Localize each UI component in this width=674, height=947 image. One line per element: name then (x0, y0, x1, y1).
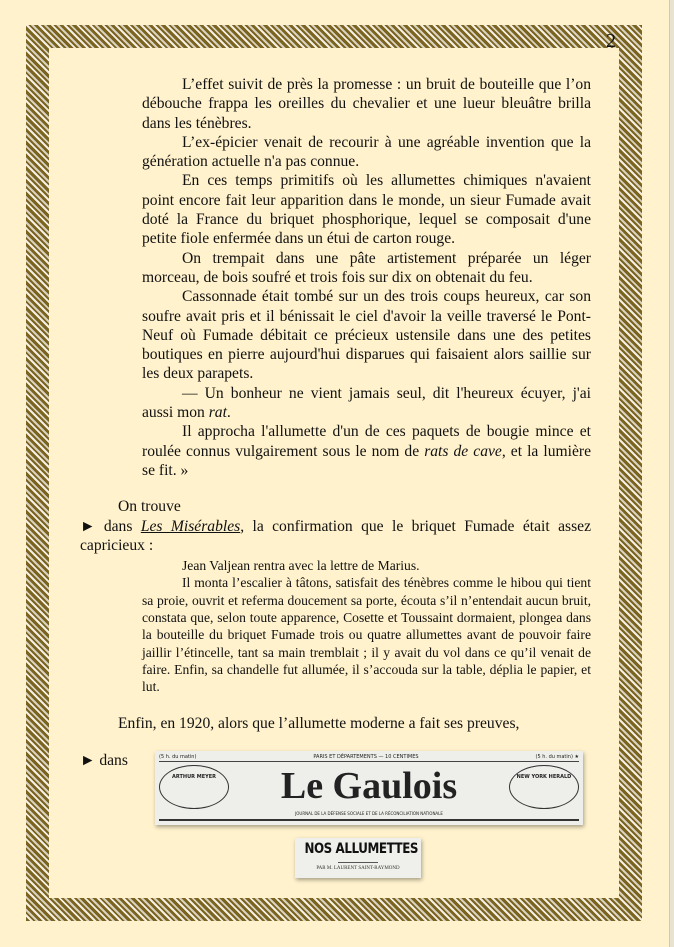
article-byline: PAR M. LAURENT SAINT-RAYMOND (316, 865, 400, 871)
text: Il approcha l'allumette d'un de ces paquets de bougie mince et roulée connus vulgairement sous le nom de (142, 423, 591, 460)
text: dans (95, 517, 141, 535)
text: — Un bonheur ne vient jamais seul, dit l'heureux écuyer, j'ai aussi mon (142, 384, 591, 422)
paragraph: L’effet suivit de près la promesse : un bruit de bouteille que l’on débouche frappa les oreilles du chevalier et une lueur bleuâtre brilla dans les ténèbres. (142, 76, 591, 132)
quoted-text-block (142, 75, 591, 480)
miserables-paragraph (80, 517, 591, 556)
text: dans (95, 751, 128, 769)
article-headline-image (295, 838, 421, 878)
miserables-quote (142, 557, 591, 695)
link-text[interactable]: Les Misérables (140, 517, 241, 535)
bullet-icon: ► (80, 517, 96, 535)
text: , et la lumière se fit. » (142, 442, 592, 479)
left-oval: ARTHUR MEYER (159, 765, 229, 809)
scrollbar[interactable] (669, 0, 674, 947)
paragraph: Jean Valjean rentra avec la lettre de Marius. (182, 558, 420, 574)
masthead-top-line (159, 754, 579, 762)
dans-line (80, 751, 155, 770)
enfin-paragraph: Enfin, en 1920, alors que l’allumette moderne a fait ses preuves, (118, 714, 520, 732)
edition-time: (5 h. du matin) (159, 753, 197, 760)
newspaper-images (155, 751, 583, 878)
edition-time: (5 h. du matin) ★ (535, 753, 579, 760)
bullet-icon: ► (80, 751, 96, 769)
miserables-link[interactable] (141, 518, 240, 535)
dans-row (80, 751, 591, 878)
masthead-rule (159, 819, 579, 821)
divider (338, 862, 378, 863)
price: PARIS ET DÉPARTEMENTS — 10 CENTIMES (313, 753, 419, 760)
italic-text: rat (208, 404, 227, 422)
paragraph (142, 384, 591, 423)
italic-text: rats de cave (424, 442, 502, 460)
newspaper-subtitle: JOURNAL DE LA DÉFENSE SOCIALE ET DE LA RÉCONCILIATION NATIONALE (295, 810, 443, 816)
on-trouve: On trouve (118, 498, 181, 516)
page-number: 2 (606, 30, 616, 52)
paragraph: Il monta l’escalier à tâtons, satisfait des ténèbres comme le hibou qui tient sa proie, ouvrit et referma doucement sa porte, écouta s’il n’entendait aucun bruit, constata que, selon toute apparence, Cosette et Toussaint dormaient, plongea dans la bouteille du briquet Fumade trois ou quatre allumettes avant de pouvoir faire jaillir l’étincelle, tant sa main tremblait ; il y avait du vol dans ce qu’il venait de faire. Enfin, sa chandelle fut allumée, il s’accouda sur la table, déplia le papier, et lut. (142, 575, 591, 695)
text: . (226, 404, 231, 422)
article-title: NOS ALLUMETTES (304, 840, 419, 857)
le-gaulois-masthead-image (155, 751, 583, 825)
page-content (80, 75, 591, 878)
paragraph: Cassonnade était tombé sur un des trois coups heureux, car son soufre avait pris et il bénissait le ciel d'avoir la veille traversé le Pont-Neuf où Fumade débitait ce précieux ustensile dans une des petites boutiques en pierre aujourd'hui disparues qui faisaient alors saillie sur les deux parapets. (142, 288, 591, 383)
paragraph: L’ex-épicier venait de recourir à une agréable invention que la génération actuelle n'a pas connue. (142, 133, 591, 171)
paragraph (142, 422, 591, 480)
right-oval: NEW YORK HERALD (509, 765, 579, 809)
text: , la confirmation que le briquet Fumade était assez capricieux : (80, 517, 591, 554)
paragraph: On trempait dans une pâte artistement préparée un léger morceau, de bois soufré et trois fois sur dix on obtenait du feu. (142, 249, 591, 286)
newspaper-title: Le Gaulois (280, 764, 458, 807)
paragraph: En ces temps primitifs où les allumettes chimiques n'avaient point encore fait leur apparition dans le monde, un sieur Fumade avait doté la France du briquet phosphorique, lequel se composait d'une petite fiole enfermée dans un étui de carton rouge. (142, 172, 591, 248)
